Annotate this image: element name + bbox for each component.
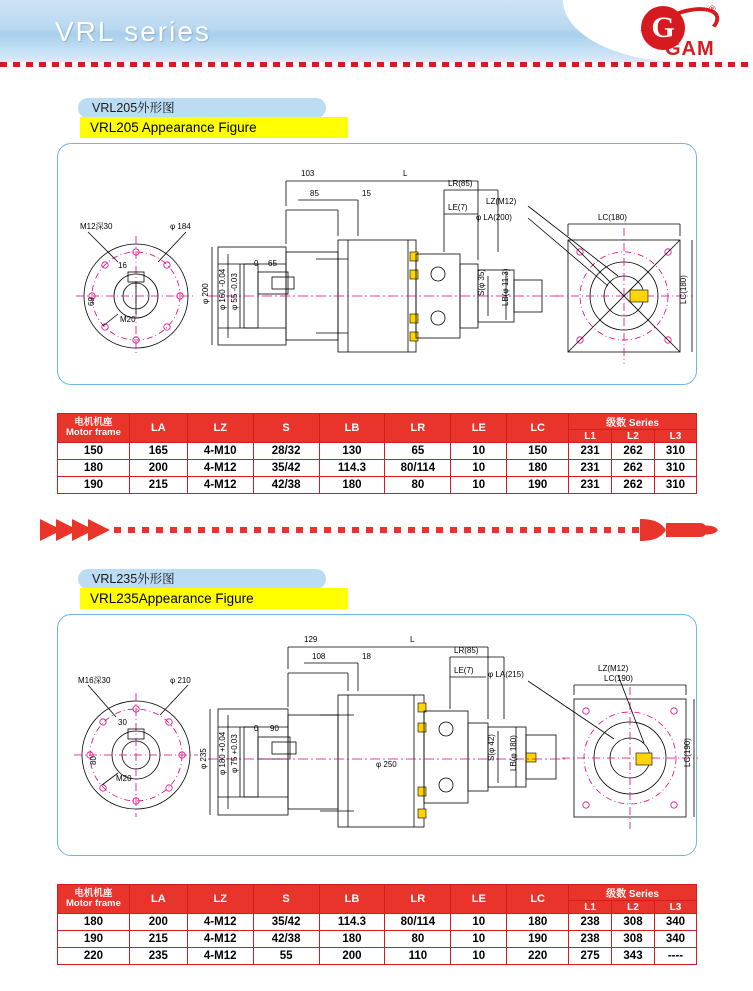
svg-text:M20: M20 (116, 774, 132, 783)
svg-text:90: 90 (270, 724, 279, 733)
cell-l1: 238 (569, 914, 612, 931)
cell-lr: 80/114 (385, 460, 451, 477)
svg-text:LE(7): LE(7) (454, 666, 474, 675)
th-l3: L3 (654, 430, 696, 443)
th-lr: LR (385, 414, 451, 443)
svg-text:L: L (410, 635, 415, 644)
cell-lz: 4-M12 (187, 460, 253, 477)
cell-le: 10 (451, 914, 507, 931)
header-dotted-divider (0, 62, 753, 67)
th-lc: LC (507, 885, 569, 914)
svg-text:LR(85): LR(85) (448, 179, 473, 188)
svg-text:LR(85): LR(85) (454, 646, 479, 655)
svg-text:18: 18 (362, 652, 371, 661)
cell-lz: 4-M12 (187, 931, 253, 948)
cell-s: 35/42 (253, 914, 319, 931)
table-row (58, 948, 697, 965)
brand-logo (635, 4, 727, 62)
svg-text:80: 80 (89, 756, 98, 765)
cell-lr: 80 (385, 477, 451, 494)
page-title: VRL series (55, 16, 211, 47)
th-lb: LB (319, 885, 385, 914)
cell-l2: 308 (612, 931, 655, 948)
th-series-group: 级数 Series (569, 414, 697, 430)
svg-text:LC(180): LC(180) (679, 275, 688, 304)
figure-drawing-vrl205 (58, 144, 698, 386)
table-row (58, 931, 697, 948)
cell-lb: 130 (319, 443, 385, 460)
svg-text:65: 65 (268, 259, 277, 268)
table-row (58, 914, 697, 931)
cell-lc: 150 (507, 443, 569, 460)
svg-text:129: 129 (304, 635, 318, 644)
decorative-arrow-divider (40, 515, 720, 545)
table-row (58, 443, 697, 460)
cell-lz: 4-M12 (187, 948, 253, 965)
svg-text:0: 0 (254, 259, 259, 268)
cell-frame: 190 (58, 931, 130, 948)
cell-s: 42/38 (253, 931, 319, 948)
svg-text:85: 85 (310, 189, 319, 198)
svg-text:LC(180): LC(180) (598, 213, 627, 222)
svg-text:M12深30: M12深30 (80, 222, 113, 231)
cell-lc: 180 (507, 914, 569, 931)
cell-le: 10 (451, 477, 507, 494)
cell-le: 10 (451, 948, 507, 965)
cell-frame: 190 (58, 477, 130, 494)
cell-lz: 4-M12 (187, 477, 253, 494)
svg-text:M16深30: M16深30 (78, 676, 111, 685)
cell-l1: 231 (569, 477, 612, 494)
cell-lr: 110 (385, 948, 451, 965)
cell-lc: 180 (507, 460, 569, 477)
svg-text:0: 0 (254, 724, 259, 733)
cell-la: 215 (129, 477, 187, 494)
cell-lc: 190 (507, 477, 569, 494)
cell-l1: 231 (569, 443, 612, 460)
spec-table-vrl205 (57, 413, 697, 494)
cell-l2: 262 (612, 460, 655, 477)
cell-l2: 308 (612, 914, 655, 931)
svg-text:108: 108 (312, 652, 326, 661)
svg-text:15: 15 (362, 189, 371, 198)
svg-text:LC(190): LC(190) (683, 738, 692, 767)
figure-box-vrl235 (57, 614, 697, 856)
cell-l3: 340 (654, 914, 696, 931)
svg-text:φ LA(200): φ LA(200) (476, 213, 512, 222)
svg-text:LZ(M12): LZ(M12) (486, 197, 517, 206)
cell-lb: 200 (319, 948, 385, 965)
th-la: LA (129, 885, 187, 914)
cell-la: 200 (129, 460, 187, 477)
svg-text:φ 180 +0.04: φ 180 +0.04 (218, 731, 227, 775)
cell-s: 42/38 (253, 477, 319, 494)
svg-text:φ LA(215): φ LA(215) (488, 670, 524, 679)
svg-text:φ 55 -0.03: φ 55 -0.03 (230, 273, 239, 310)
cell-le: 10 (451, 443, 507, 460)
cell-l2: 343 (612, 948, 655, 965)
cell-lb: 180 (319, 931, 385, 948)
svg-text:φ 160 -0.04: φ 160 -0.04 (218, 268, 227, 310)
logo-letter: G (641, 6, 685, 50)
svg-text:φ 250: φ 250 (376, 760, 397, 769)
table-row (58, 477, 697, 494)
figure-drawing-vrl235 (58, 615, 698, 857)
cell-l1: 231 (569, 460, 612, 477)
figure-box-vrl205 (57, 143, 697, 385)
svg-text:φ 200: φ 200 (201, 283, 210, 304)
th-motor-frame: 电机机座 Motor frame (58, 885, 130, 914)
cell-lr: 65 (385, 443, 451, 460)
cell-la: 235 (129, 948, 187, 965)
svg-text:φ 210: φ 210 (170, 676, 191, 685)
cell-la: 200 (129, 914, 187, 931)
svg-text:φ 184: φ 184 (170, 222, 191, 231)
cell-le: 10 (451, 931, 507, 948)
th-l1: L1 (569, 901, 612, 914)
cell-l1: 238 (569, 931, 612, 948)
registered-trademark-icon: ® (709, 4, 716, 14)
th-motor-frame: 电机机座 Motor frame (58, 414, 130, 443)
th-le: LE (451, 414, 507, 443)
th-series-group: 级数 Series (569, 885, 697, 901)
cell-lc: 190 (507, 931, 569, 948)
cell-lz: 4-M10 (187, 443, 253, 460)
svg-text:φ 235: φ 235 (199, 748, 208, 769)
svg-text:30: 30 (118, 718, 127, 727)
section-label-cn-vrl235: VRL235外形图 (78, 569, 326, 589)
cell-lc: 220 (507, 948, 569, 965)
section-label-en-vrl205: VRL205 Appearance Figure (80, 117, 348, 138)
th-lb: LB (319, 414, 385, 443)
spec-table-vrl235 (57, 884, 697, 965)
svg-text:S(φ 35): S(φ 35) (477, 269, 486, 296)
cell-lr: 80 (385, 931, 451, 948)
cell-s: 55 (253, 948, 319, 965)
cell-l2: 262 (612, 477, 655, 494)
cell-l1: 275 (569, 948, 612, 965)
svg-text:LB(φ 11.3): LB(φ 11.3) (501, 268, 510, 306)
table-header-row (58, 414, 697, 430)
cell-l3: 310 (654, 443, 696, 460)
svg-text:φ 75 +0.03: φ 75 +0.03 (230, 734, 239, 773)
table-header-row (58, 885, 697, 901)
th-l1: L1 (569, 430, 612, 443)
cell-s: 35/42 (253, 460, 319, 477)
section-label-en-vrl235: VRL235Appearance Figure (80, 588, 348, 609)
cell-la: 215 (129, 931, 187, 948)
cell-frame: 180 (58, 460, 130, 477)
cell-l3: 310 (654, 460, 696, 477)
th-lz: LZ (187, 885, 253, 914)
svg-text:69: 69 (87, 297, 96, 306)
logo-wordmark: GAM (665, 38, 715, 60)
cell-le: 10 (451, 460, 507, 477)
cell-l3: 310 (654, 477, 696, 494)
cell-s: 28/32 (253, 443, 319, 460)
svg-text:L: L (403, 169, 408, 178)
svg-text:LC(190): LC(190) (604, 674, 633, 683)
cell-la: 165 (129, 443, 187, 460)
th-s: S (253, 885, 319, 914)
cell-l3: 340 (654, 931, 696, 948)
svg-text:103: 103 (301, 169, 315, 178)
svg-text:M20: M20 (120, 315, 136, 324)
cell-lz: 4-M12 (187, 914, 253, 931)
cell-frame: 220 (58, 948, 130, 965)
cell-lr: 80/114 (385, 914, 451, 931)
svg-text:S(φ 42): S(φ 42) (487, 734, 496, 761)
th-la: LA (129, 414, 187, 443)
th-lc: LC (507, 414, 569, 443)
cell-frame: 150 (58, 443, 130, 460)
th-lr: LR (385, 885, 451, 914)
svg-text:LZ(M12): LZ(M12) (598, 664, 629, 673)
table-row (58, 460, 697, 477)
section-label-cn-vrl205: VRL205外形图 (78, 98, 326, 118)
cell-lb: 114.3 (319, 460, 385, 477)
cell-frame: 180 (58, 914, 130, 931)
cell-lb: 114.3 (319, 914, 385, 931)
th-l3: L3 (654, 901, 696, 914)
th-l2: L2 (612, 430, 655, 443)
svg-text:16: 16 (118, 261, 127, 270)
th-le: LE (451, 885, 507, 914)
cell-l3: ---- (654, 948, 696, 965)
th-s: S (253, 414, 319, 443)
th-lz: LZ (187, 414, 253, 443)
th-l2: L2 (612, 901, 655, 914)
cell-lb: 180 (319, 477, 385, 494)
svg-text:LE(7): LE(7) (448, 203, 468, 212)
cell-l2: 262 (612, 443, 655, 460)
svg-text:LB(φ 180): LB(φ 180) (509, 735, 518, 771)
